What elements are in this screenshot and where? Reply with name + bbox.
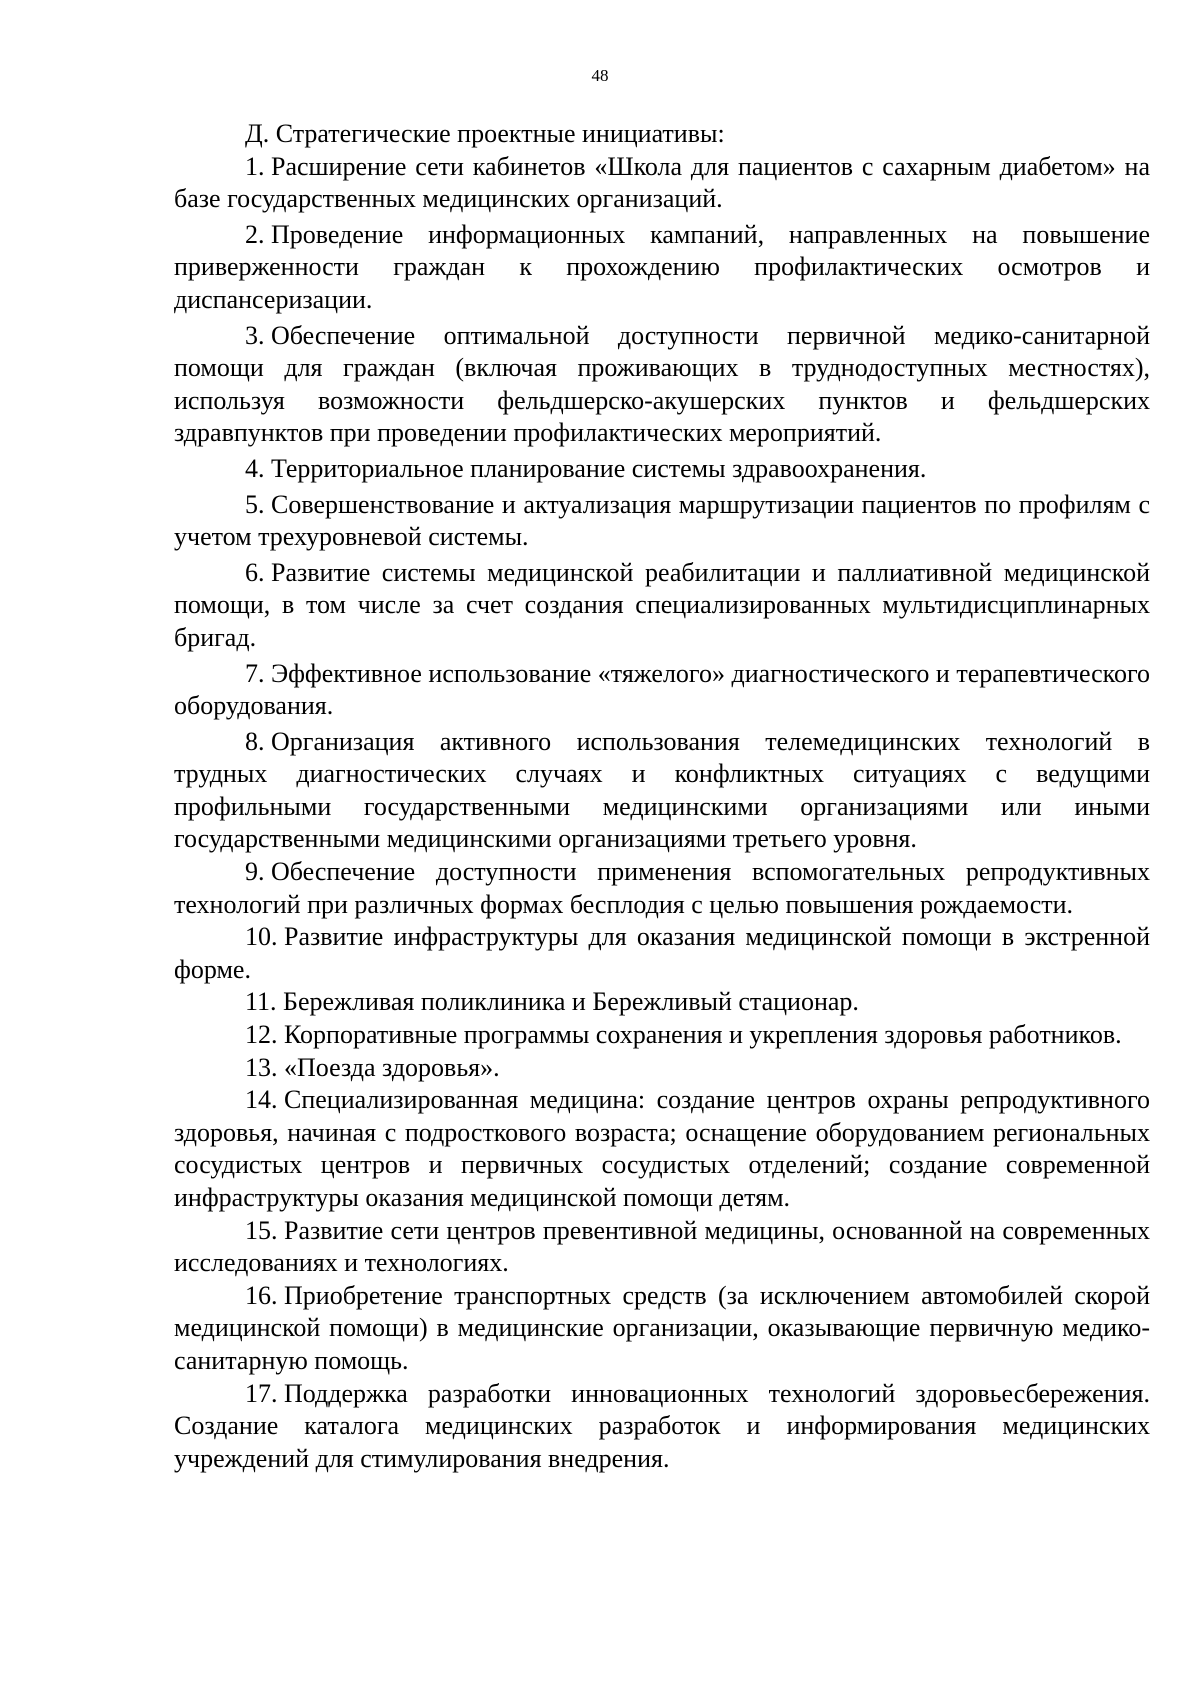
- list-item: [174, 453, 1150, 486]
- item-number: 1.: [245, 151, 265, 181]
- list-item: [174, 320, 1150, 450]
- item-number: 6.: [245, 557, 265, 587]
- item-text: Проведение информационных кампаний, направленных на повышение приверженности граждан к прохождению профилактических осмотров и диспансеризации.: [174, 219, 1150, 314]
- item-number: 2.: [245, 219, 265, 249]
- item-text: Бережливая поликлиника и Бережливый стационар.: [283, 987, 859, 1017]
- item-text: Расширение сети кабинетов «Школа для пациентов с сахарным диабетом» на базе государственных медицинских организаций.: [174, 151, 1150, 214]
- list-item: [174, 1280, 1150, 1378]
- item-number: 8.: [245, 726, 265, 756]
- list-item: [174, 1378, 1150, 1476]
- list-item: [174, 219, 1150, 317]
- item-text: «Поезда здоровья».: [284, 1052, 500, 1082]
- list-item: [174, 1019, 1150, 1052]
- section-heading: Д. Стратегические проектные инициативы:: [245, 119, 725, 148]
- item-number: 11.: [245, 987, 277, 1017]
- page-number: 48: [591, 66, 609, 85]
- item-text: Обеспечение доступности применения вспомогательных репродуктивных технологий при различных формах бесплодия с целью повышения рождаемости.: [174, 857, 1150, 919]
- item-number: 17.: [245, 1378, 278, 1408]
- list-item: [174, 986, 1150, 1019]
- item-text: Корпоративные программы сохранения и укрепления здоровья работников.: [284, 1020, 1122, 1050]
- item-number: 7.: [245, 658, 265, 688]
- list-item: [174, 658, 1150, 723]
- item-text: Поддержка разработки инновационных технологий здоровьесбережения. Создание каталога медицинских разработок и информирования медицинских учреждений для стимулирования внедрения.: [174, 1378, 1150, 1473]
- list-item: [174, 1215, 1150, 1280]
- list-item: [174, 1084, 1150, 1214]
- list-item: [174, 921, 1150, 986]
- item-text: Приобретение транспортных средств (за исключением автомобилей скорой медицинской помощи) в медицинские организации, оказывающие первичную медико-санитарную помощь.: [174, 1280, 1150, 1375]
- list-item: [174, 557, 1150, 655]
- list-item: [174, 726, 1150, 856]
- item-number: 15.: [245, 1215, 278, 1245]
- item-number: 12.: [245, 1020, 278, 1050]
- list-item: [174, 489, 1150, 554]
- item-text: Территориальное планирование системы здравоохранения.: [271, 453, 927, 483]
- list-item: [174, 151, 1150, 216]
- item-text: Совершенствование и актуализация маршрутизации пациентов по профилям с учетом трехуровневой системы.: [174, 489, 1150, 552]
- list-item: [174, 1052, 1150, 1085]
- list-item: [174, 856, 1150, 921]
- item-text: Развитие инфраструктуры для оказания медицинской помощи в экстренной форме.: [174, 922, 1150, 984]
- item-text: Развитие системы медицинской реабилитации и паллиативной медицинской помощи, в том числе за счет создания специализированных мультидисциплинарных бригад.: [174, 557, 1150, 652]
- item-number: 13.: [245, 1052, 278, 1082]
- item-number: 16.: [245, 1280, 278, 1310]
- item-number: 9.: [245, 857, 265, 887]
- item-text: Эффективное использование «тяжелого» диагностического и терапевтического оборудования.: [174, 658, 1150, 721]
- item-number: 10.: [245, 922, 278, 952]
- item-text: Организация активного использования телемедицинских технологий в трудных диагностических случаях и конфликтных ситуациях с ведущими профильными государственными медицинскими организациями или иными государственными медицинскими организациями третьего уровня.: [174, 726, 1150, 854]
- document-body: [174, 118, 1150, 1475]
- item-number: 14.: [245, 1085, 278, 1115]
- item-text: Обеспечение оптимальной доступности первичной медико-санитарной помощи для граждан (включая проживающих в труднодоступных местностях), используя возможности фельдшерско-акушерских пунктов и фельдшерских здравпунктов при проведении профилактических мероприятий.: [174, 320, 1150, 448]
- item-number: 3.: [245, 320, 265, 350]
- item-number: 4.: [245, 453, 265, 483]
- item-text: Специализированная медицина: создание центров охраны репродуктивного здоровья, начиная с подросткового возраста; оснащение оборудованием региональных сосудистых центров и первичных сосудистых отделений; создание современной инфраструктуры оказания медицинской помощи детям.: [174, 1085, 1150, 1212]
- item-number: 5.: [245, 489, 265, 519]
- item-text: Развитие сети центров превентивной медицины, основанной на современных исследованиях и технологиях.: [174, 1215, 1150, 1278]
